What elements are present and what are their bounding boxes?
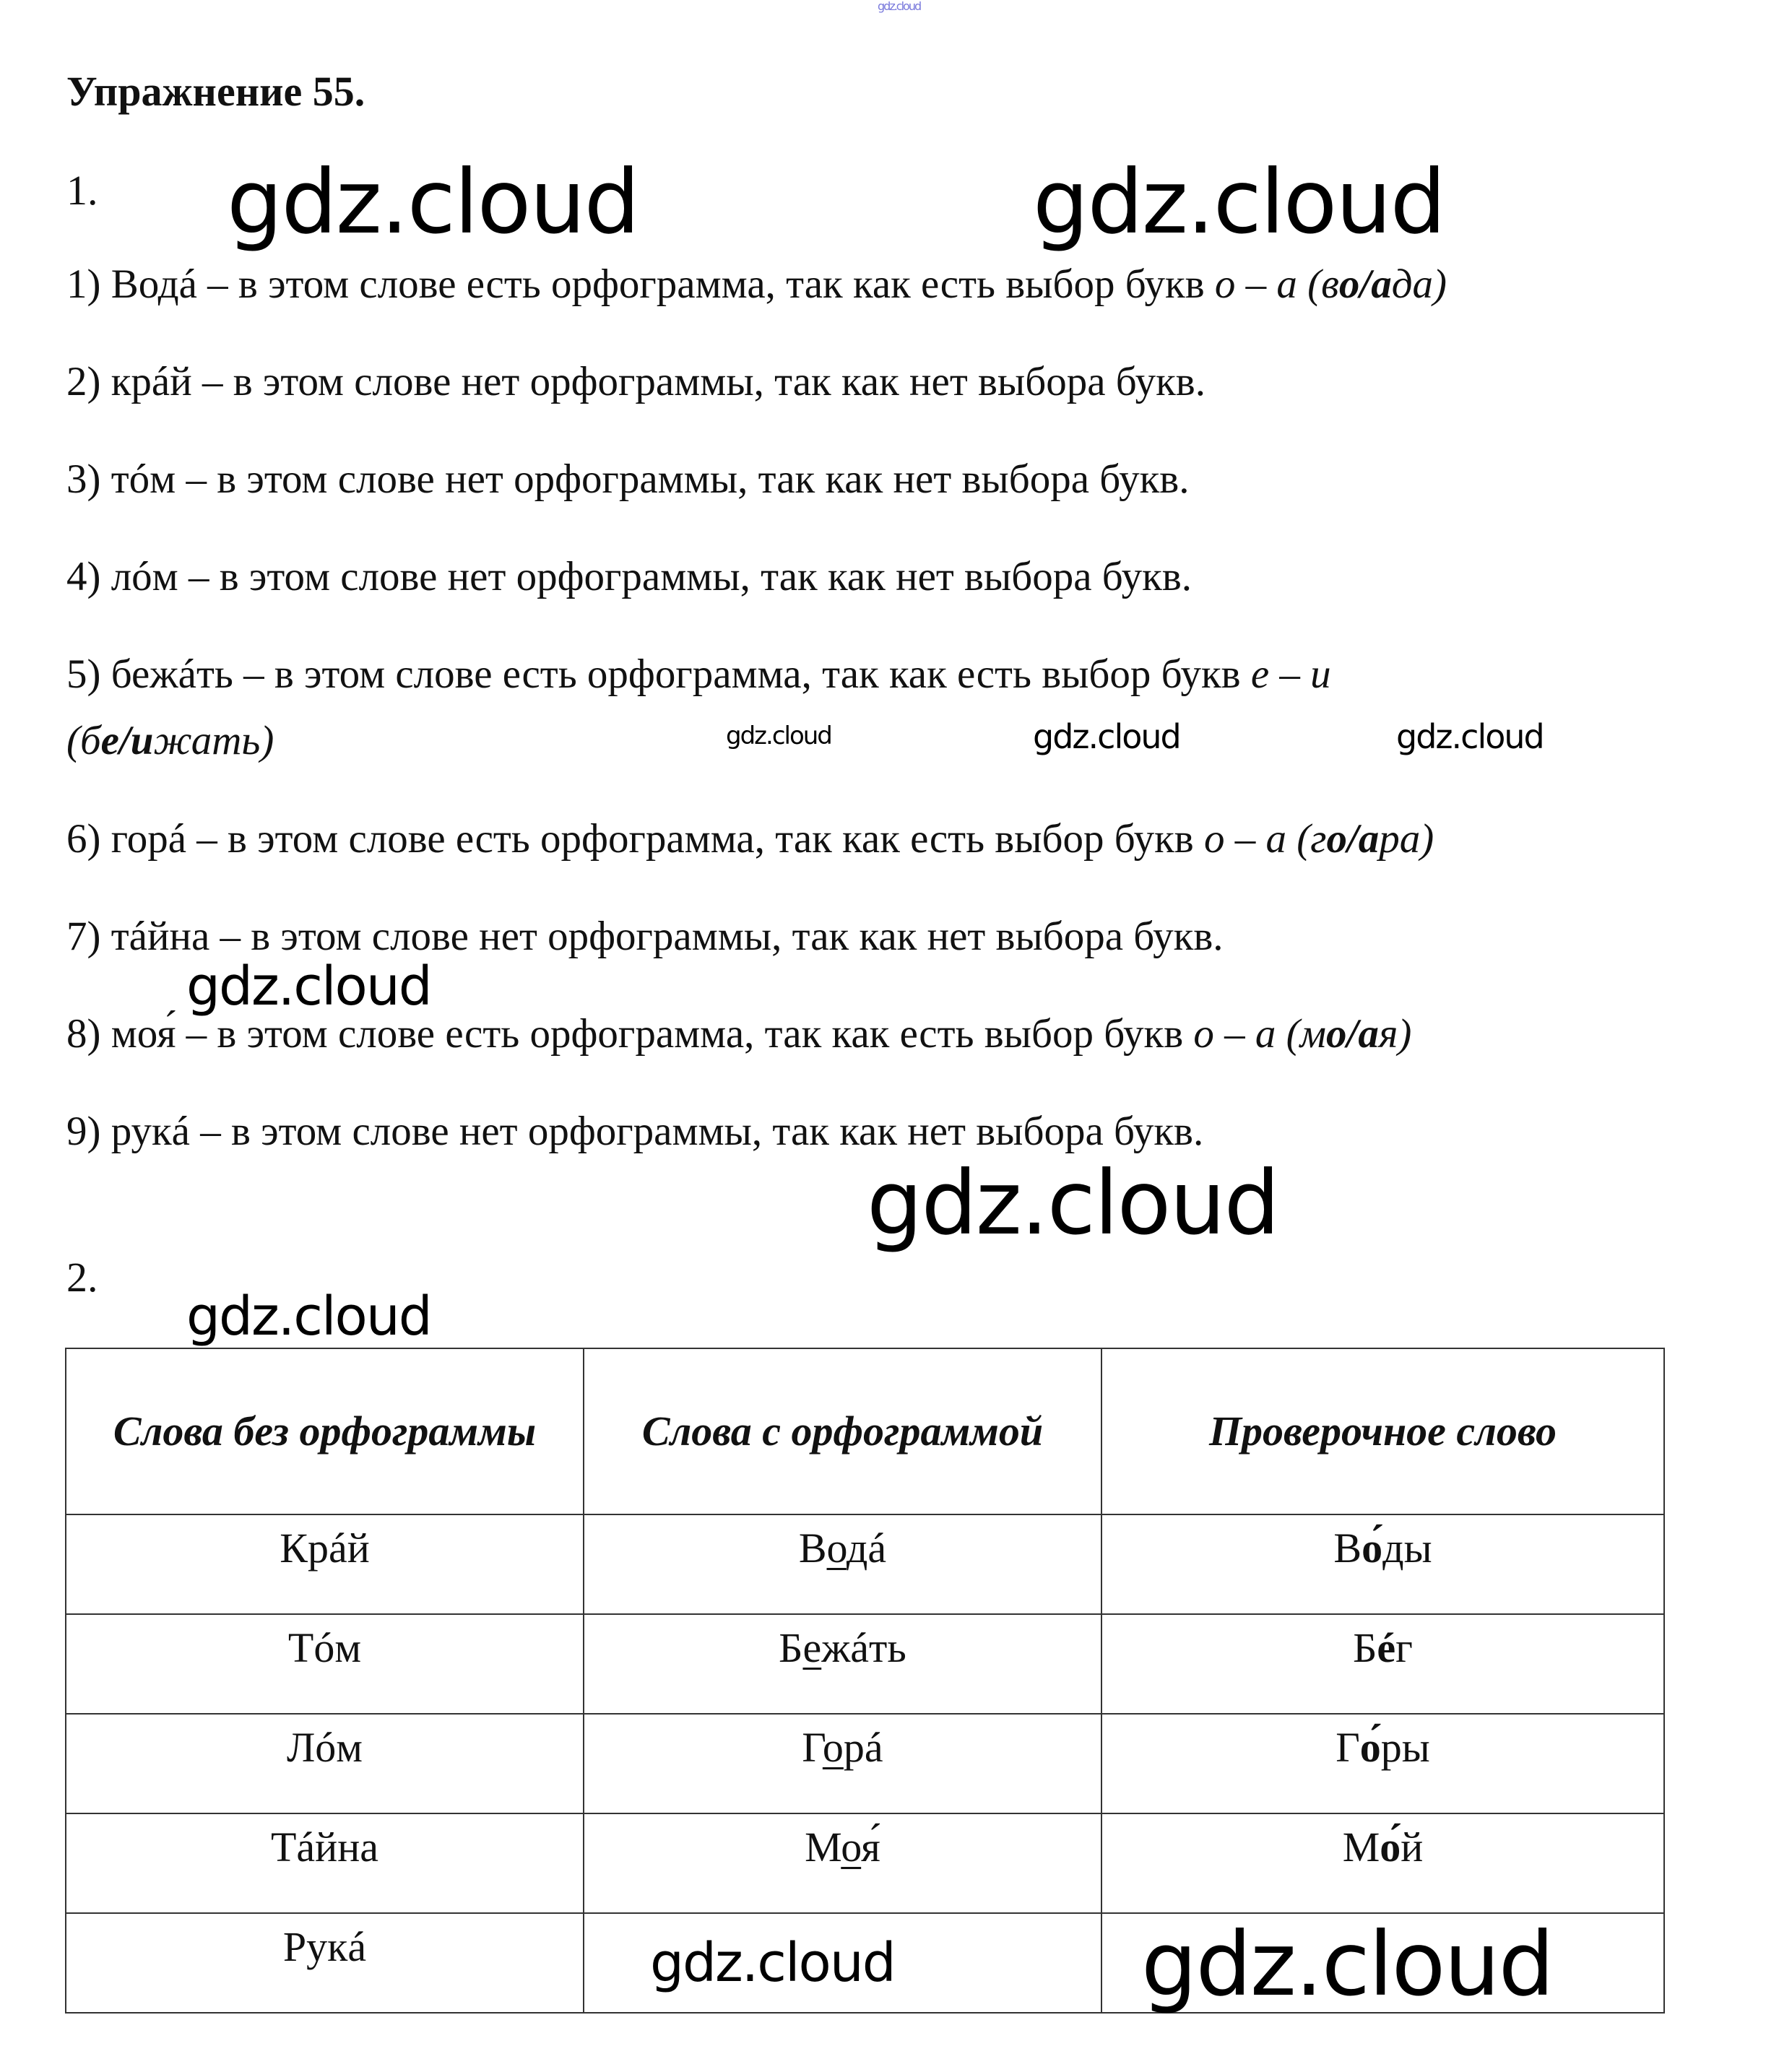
- cell-text: В: [798, 1525, 827, 1572]
- item-text: 6) горá – в этом слове есть орфограмма, так как есть выбор букв: [66, 816, 1204, 862]
- item-italic: я): [1378, 1011, 1412, 1057]
- list-item: 7) тáйна – в этом слове нет орфограммы, так как нет выбора букв.: [66, 914, 1224, 959]
- cell-text: М: [1342, 1824, 1380, 1871]
- list-item: 2) крáй – в этом слове нет орфограммы, так как нет выбора букв.: [66, 359, 1206, 404]
- cell-no-orthogram: Тóм: [66, 1614, 584, 1714]
- cell-with-orthogram: [584, 1514, 1101, 1614]
- column-header: Слова с орфограммой: [584, 1348, 1101, 1514]
- list-item: [66, 817, 1434, 862]
- item-bold: е/и: [100, 718, 154, 763]
- item-italic: о – а (в: [1214, 261, 1339, 307]
- item-text: 1) Водá – в этом слове есть орфограмма, так как есть выбор букв: [66, 261, 1215, 307]
- cell-text: Б: [1353, 1624, 1377, 1671]
- cell-check-word: [1101, 1714, 1664, 1813]
- page-title: Упражнение 55.: [66, 68, 365, 115]
- cell-text: Г: [1336, 1724, 1360, 1771]
- underlined-vowel: е: [802, 1624, 822, 1671]
- watermark: gdz.cloud: [1141, 1913, 1554, 2016]
- underlined-vowel: о: [841, 1824, 862, 1871]
- item-italic: ра): [1379, 816, 1434, 862]
- item-italic: жать): [153, 718, 274, 763]
- cell-with-orthogram: [584, 1714, 1101, 1813]
- list-item: [66, 262, 1447, 308]
- watermark: gdz.cloud: [1396, 717, 1544, 756]
- underlined-vowel: о: [822, 1724, 844, 1771]
- cell-text: В: [1333, 1525, 1362, 1572]
- cell-text: рá: [843, 1724, 883, 1771]
- column-header: Проверочное слово: [1101, 1348, 1664, 1514]
- item-text: 5) бежáть – в этом слове есть орфограмма, так как есть выбор букв: [66, 651, 1251, 697]
- bold-vowel: о́: [1380, 1824, 1401, 1871]
- watermark: gdz.cloud: [878, 0, 921, 13]
- watermark: gdz.cloud: [1033, 717, 1180, 756]
- cell-text: жáть: [821, 1624, 906, 1671]
- cell-check-word: [1101, 1614, 1664, 1714]
- item-italic: о – а (г: [1203, 816, 1327, 862]
- cell-text: я́: [861, 1824, 880, 1871]
- cell-text: Б: [779, 1624, 803, 1671]
- watermark: gdz.cloud: [867, 1152, 1279, 1254]
- cell-no-orthogram: Крáй: [66, 1514, 584, 1614]
- list-item-continuation: [66, 719, 274, 764]
- watermark: gdz.cloud: [186, 955, 431, 1018]
- watermark: gdz.cloud: [726, 721, 831, 750]
- watermark: gdz.cloud: [1033, 151, 1445, 253]
- cell-text: Г: [802, 1724, 823, 1771]
- cell-no-orthogram: Рукá: [66, 1913, 584, 2013]
- cell-no-orthogram: Лóм: [66, 1714, 584, 1813]
- table-row: [66, 1614, 1664, 1714]
- cell-with-orthogram: [584, 1813, 1101, 1913]
- cell-text: М: [805, 1824, 841, 1871]
- item-bold: о/а: [1338, 261, 1392, 307]
- bold-vowel: é: [1377, 1624, 1396, 1671]
- table-row: [66, 1714, 1664, 1813]
- item-bold: о/а: [1326, 816, 1380, 862]
- table-header-row: [66, 1348, 1664, 1514]
- part2-number: 2.: [66, 1254, 98, 1301]
- cell-check-word: [1101, 1514, 1664, 1614]
- item-italic: о – а (м: [1193, 1011, 1327, 1057]
- table-row: [66, 1514, 1664, 1614]
- cell-text: й: [1401, 1824, 1424, 1871]
- cell-no-orthogram: Тáйна: [66, 1813, 584, 1913]
- list-item: 4) лóм – в этом слове нет орфограммы, так как нет выбора букв.: [66, 554, 1192, 599]
- bold-vowel: о́: [1362, 1525, 1383, 1572]
- column-header: Слова без орфограммы: [66, 1348, 584, 1514]
- item-italic: е – и: [1250, 651, 1331, 697]
- cell-text: дá: [846, 1525, 887, 1572]
- item-italic: (б: [66, 718, 101, 763]
- cell-check-word: [1101, 1813, 1664, 1913]
- list-item: 3) тóм – в этом слове нет орфограммы, так как нет выбора букв.: [66, 456, 1190, 502]
- cell-text: ды: [1382, 1525, 1432, 1572]
- item-text: 8) моя́ – в этом слове есть орфограмма, так как есть выбор букв: [66, 1011, 1194, 1057]
- item-italic: да): [1391, 261, 1447, 307]
- table-row: [66, 1813, 1664, 1913]
- underlined-vowel: о: [826, 1525, 847, 1572]
- bold-vowel: о́: [1359, 1724, 1381, 1771]
- watermark: gdz.cloud: [227, 151, 639, 253]
- watermark: gdz.cloud: [186, 1286, 431, 1348]
- cell-text: ры: [1380, 1724, 1430, 1771]
- list-item: [66, 1012, 1411, 1057]
- list-item: 9) рукá – в этом слове нет орфограммы, так как нет выбора букв.: [66, 1109, 1204, 1154]
- watermark: gdz.cloud: [650, 1932, 895, 1994]
- cell-with-orthogram: [584, 1614, 1101, 1714]
- item-bold: о/а: [1326, 1011, 1379, 1057]
- cell-text: г: [1395, 1624, 1413, 1671]
- part1-number: 1.: [66, 167, 98, 214]
- list-item: [66, 652, 1331, 698]
